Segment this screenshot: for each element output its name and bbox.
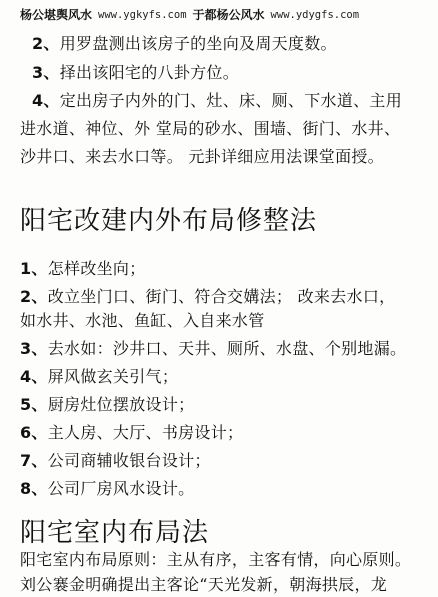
list-item-3 xyxy=(20,338,406,360)
list-item-text: 屏风做玄关引气； xyxy=(47,367,179,386)
list-item-text: 怎样改坐向； xyxy=(47,259,146,278)
section-heading: 阳宅改建内外布局修整法 xyxy=(20,206,318,236)
paragraph-continuation: 沙井口、来去水口等。 元卦详细应用法课堂面授。 xyxy=(20,147,384,166)
list-item-number: 2、 xyxy=(20,287,48,306)
list-item-text: 公司商辅收银台设计； xyxy=(47,451,211,470)
list-item-text: 定出房子内外的门、灶、床、厕、下水道、主用 xyxy=(59,91,403,110)
paragraph-line: 阳宅室内布局原则：主从有序，主客有情，向心原则。 xyxy=(20,550,412,569)
list-item-7 xyxy=(20,450,211,472)
list-item-number: 3、 xyxy=(32,63,60,82)
list-item-text: 如水井、水池、鱼缸、入自来水管 xyxy=(20,311,265,330)
list-item-number: 5、 xyxy=(20,395,48,414)
page-header xyxy=(20,6,430,24)
list-item-8 xyxy=(20,478,194,500)
list-item-number: 4、 xyxy=(32,91,60,110)
list-item-2-continuation xyxy=(20,310,265,332)
list-item-6 xyxy=(20,422,243,444)
list-item-5 xyxy=(20,394,194,416)
list-item-text: 主人房、大厅、书房设计； xyxy=(47,423,244,442)
header-left-name: 杨公堪舆风水 xyxy=(20,8,93,22)
list-item-number: 1、 xyxy=(20,259,48,278)
paragraph-line: 刘公褰金明确提出主客论“天光发新，朝海拱辰，龙 xyxy=(20,575,388,594)
header-left-url: www.ygkyfs.com xyxy=(98,9,187,21)
list-item-number: 6、 xyxy=(20,423,48,442)
list-item-1 xyxy=(20,258,146,280)
list-item-text: 择出该阳宅的八卦方位。 xyxy=(59,63,240,82)
list-item-text: 公司厂房风水设计。 xyxy=(47,479,195,498)
list-item-text: 用罗盘测出该房子的坐向及周天度数。 xyxy=(59,34,337,53)
list-item-text: 改立坐门口、街门、符合交媾法； 改来去水口， xyxy=(47,287,396,306)
header-right-name: 于都杨公风水 xyxy=(192,8,265,22)
list-item-text: 去水如：沙井口、天井、厕所、水盘、个别地漏。 xyxy=(47,339,407,358)
list-item-text: 厨房灶位摆放设计； xyxy=(47,395,195,414)
list-item-number: 8、 xyxy=(20,479,48,498)
section-heading: 阳宅室内布局法 xyxy=(20,518,210,548)
list-item-4 xyxy=(20,366,178,388)
list-item-number: 3、 xyxy=(20,339,48,358)
list-item-4 xyxy=(32,90,402,112)
list-item-3 xyxy=(32,62,239,84)
list-item-2 xyxy=(32,33,337,55)
list-item-number: 4、 xyxy=(20,367,48,386)
list-item-2 xyxy=(20,286,395,308)
list-item-number: 2、 xyxy=(32,34,60,53)
header-right-url: www.ydygfs.com xyxy=(270,9,360,21)
list-item-number: 7、 xyxy=(20,451,48,470)
paragraph-continuation: 进水道、神位、外 堂局的砂水、围墙、街门、水井、 xyxy=(20,119,401,138)
